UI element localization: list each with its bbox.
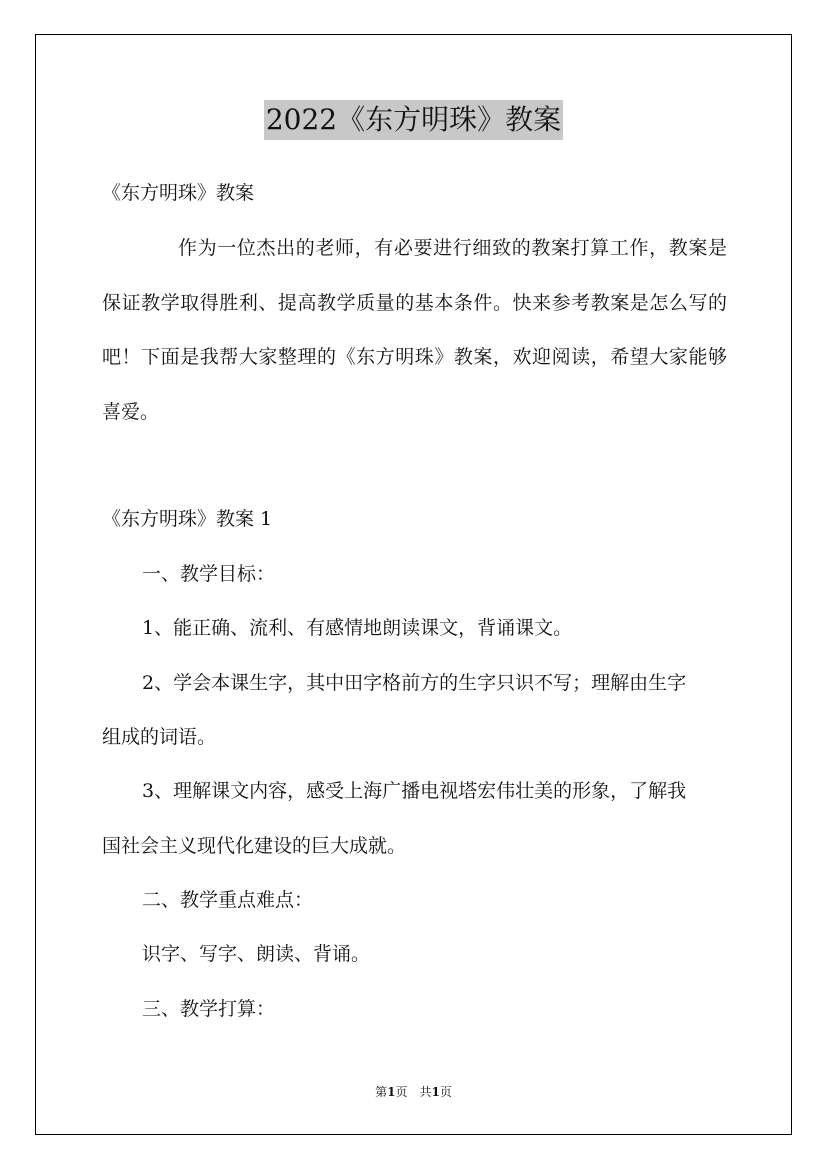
footer-page-total: 1 — [431, 1085, 440, 1099]
page-footer — [0, 1084, 827, 1100]
goal-item-3-line-1: 3、理解课文内容，感受上海广播电视塔宏伟壮美的形象，了解我 — [142, 780, 687, 802]
document-title: 2022《东方明珠》教案 — [264, 100, 563, 140]
goals-heading: 一、教学目标： — [142, 563, 276, 585]
footer-page-mid: 页 共 — [395, 1085, 432, 1099]
goal-item-3-line-2: 国社会主义现代化建设的巨大成就。 — [102, 835, 407, 857]
goal-item-1: 1、能正确、流利、有感情地朗读课文，背诵课文。 — [142, 617, 573, 639]
footer-page-prefix: 第 — [375, 1085, 388, 1099]
footer-page-suffix: 页 — [439, 1085, 452, 1099]
focus-text: 识字、写字、朗读、背诵。 — [142, 943, 371, 965]
plan-heading: 三、教学打算： — [142, 998, 276, 1020]
title-container — [0, 100, 827, 140]
goal-item-2-line-2: 组成的词语。 — [102, 726, 217, 748]
section-heading: 《东方明珠》教案 1 — [102, 508, 273, 530]
intro-paragraph: 作为一位杰出的老师，有必要进行细致的教案打算工作，教案是保证教学取得胜利、提高教学质量的基本条件。快来参考教案是怎么写的吧！下面是我帮大家整理的《东方明珠》教案，欢迎阅读，希望大家能够喜爱。 — [102, 237, 727, 423]
footer-page-current: 1 — [387, 1085, 396, 1099]
focus-heading: 二、教学重点难点： — [142, 889, 314, 911]
document-subtitle: 《东方明珠》教案 — [102, 182, 255, 204]
goal-item-2-line-1: 2、学会本课生字，其中田字格前方的生字只识不写；理解由生字 — [142, 672, 687, 694]
